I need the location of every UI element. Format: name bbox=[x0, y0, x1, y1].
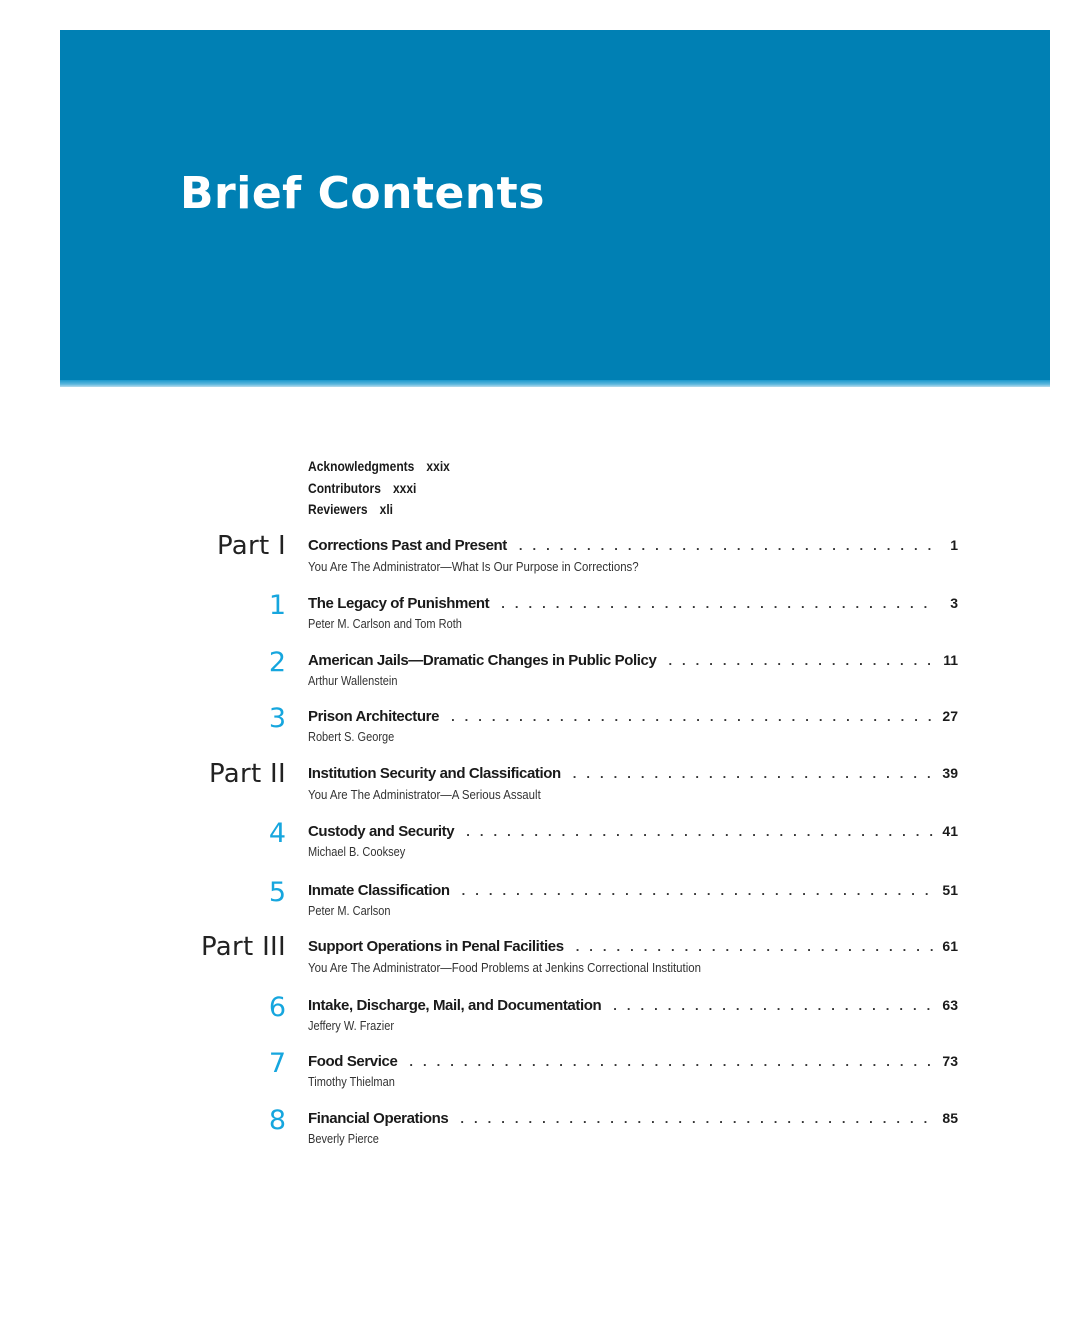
chapter-number: 8 bbox=[268, 1105, 286, 1136]
toc-entry-author: Jeffery W. Frazier bbox=[308, 1019, 394, 1033]
toc-line bbox=[308, 765, 958, 787]
toc-entry-page: 1 bbox=[950, 537, 958, 553]
toc-entry-author: Arthur Wallenstein bbox=[308, 674, 398, 688]
dot-leader bbox=[519, 538, 934, 553]
front-matter-label: Acknowledgments bbox=[308, 458, 415, 474]
toc-entry-title: Institution Security and Classification bbox=[308, 765, 561, 782]
chapter-number: 3 bbox=[268, 703, 286, 734]
toc-entry-author: Peter M. Carlson and Tom Roth bbox=[308, 617, 462, 631]
front-matter-label: Contributors bbox=[308, 479, 381, 496]
toc-line bbox=[308, 997, 958, 1019]
toc-entry-title: Financial Operations bbox=[308, 1110, 449, 1127]
front-matter-label: Reviewers bbox=[308, 501, 368, 517]
toc-entry-title: Support Operations in Penal Facilities bbox=[308, 938, 564, 955]
toc-chapter-entry[interactable] bbox=[0, 1048, 1080, 1109]
front-matter-item[interactable] bbox=[308, 458, 450, 480]
page-title: Brief Contents bbox=[180, 168, 545, 219]
toc-entry-subtitle: You Are The Administrator—Food Problems at Jenkins Correctional Institution bbox=[308, 960, 701, 975]
chapter-number: 7 bbox=[268, 1048, 286, 1079]
toc-chapter-entry[interactable] bbox=[0, 703, 1080, 764]
toc-entry-page: 11 bbox=[943, 652, 958, 668]
toc-entry-page: 63 bbox=[942, 997, 958, 1013]
toc-entry-page: 61 bbox=[942, 938, 958, 954]
toc-line bbox=[308, 1110, 958, 1132]
toc-chapter-entry[interactable] bbox=[0, 590, 1080, 651]
toc-entry-page: 85 bbox=[942, 1110, 958, 1126]
toc-entry-title: Prison Architecture bbox=[308, 708, 440, 725]
chapter-number: 6 bbox=[268, 992, 286, 1023]
toc-part-entry[interactable] bbox=[0, 932, 1080, 994]
front-matter-page: xli bbox=[379, 501, 394, 517]
front-matter-list bbox=[308, 458, 473, 523]
front-matter-item[interactable] bbox=[308, 480, 450, 502]
toc-entry-page: 39 bbox=[942, 765, 958, 781]
toc-line bbox=[308, 537, 958, 559]
toc-line bbox=[308, 708, 958, 730]
toc-line bbox=[308, 938, 958, 960]
toc-entry-title: Custody and Security bbox=[308, 823, 455, 840]
dot-leader bbox=[409, 1054, 934, 1069]
toc-entry-subtitle: You Are The Administrator—What Is Our Purpose in Corrections? bbox=[308, 559, 639, 574]
dot-leader bbox=[451, 709, 934, 724]
front-matter-page: xxix bbox=[426, 458, 450, 474]
toc-entry-author: Michael B. Cooksey bbox=[308, 845, 406, 859]
toc-line bbox=[308, 823, 958, 845]
dot-leader bbox=[466, 824, 934, 839]
toc-chapter-entry[interactable] bbox=[0, 1105, 1080, 1166]
toc-entry-title: The Legacy of Punishment bbox=[308, 595, 490, 612]
toc-line bbox=[308, 595, 958, 617]
front-matter-page: xxxi bbox=[392, 479, 417, 496]
toc-entry-page: 73 bbox=[942, 1053, 958, 1069]
chapter-number: 4 bbox=[268, 818, 286, 849]
toc-line bbox=[308, 1053, 958, 1075]
toc-chapter-entry[interactable] bbox=[0, 992, 1080, 1053]
chapter-number: 5 bbox=[268, 877, 286, 908]
dot-leader bbox=[668, 653, 934, 668]
dot-leader bbox=[573, 766, 934, 781]
chapter-number: 1 bbox=[268, 590, 286, 621]
dot-leader bbox=[501, 596, 934, 611]
toc-entry-title: Corrections Past and Present bbox=[308, 537, 507, 554]
toc-entry-author: Timothy Thielman bbox=[308, 1075, 395, 1089]
part-label: Part I bbox=[216, 531, 286, 561]
toc-entry-author: Peter M. Carlson bbox=[308, 904, 391, 918]
toc-line bbox=[308, 882, 958, 904]
toc-entry-title: Food Service bbox=[308, 1053, 398, 1070]
toc-chapter-entry[interactable] bbox=[0, 818, 1080, 879]
toc-part-entry[interactable] bbox=[0, 531, 1080, 593]
front-matter-item[interactable] bbox=[308, 501, 450, 523]
toc-entry-page: 41 bbox=[942, 823, 958, 839]
toc-entry-title: Intake, Discharge, Mail, and Documentation bbox=[308, 997, 602, 1014]
dot-leader bbox=[460, 1111, 934, 1126]
part-label: Part II bbox=[208, 759, 286, 789]
toc-line bbox=[308, 652, 958, 674]
toc-entry-page: 27 bbox=[942, 708, 958, 724]
dot-leader bbox=[613, 998, 934, 1013]
toc-entry-subtitle: You Are The Administrator—A Serious Assault bbox=[308, 787, 541, 802]
toc-entry-page: 3 bbox=[950, 595, 958, 611]
toc-entry-title: American Jails—Dramatic Changes in Public Policy bbox=[308, 652, 657, 669]
toc-entry-title: Inmate Classification bbox=[308, 882, 450, 899]
chapter-number: 2 bbox=[268, 647, 286, 678]
toc-entry-author: Beverly Pierce bbox=[308, 1132, 379, 1146]
title-banner-edge bbox=[60, 380, 1050, 387]
dot-leader bbox=[576, 939, 934, 954]
toc-entry-author: Robert S. George bbox=[308, 730, 395, 744]
toc-entry-page: 51 bbox=[942, 882, 958, 898]
toc-chapter-entry[interactable] bbox=[0, 647, 1080, 708]
toc-chapter-entry[interactable] bbox=[0, 877, 1080, 938]
toc-part-entry[interactable] bbox=[0, 759, 1080, 821]
dot-leader bbox=[462, 883, 934, 898]
part-label: Part III bbox=[201, 932, 286, 962]
